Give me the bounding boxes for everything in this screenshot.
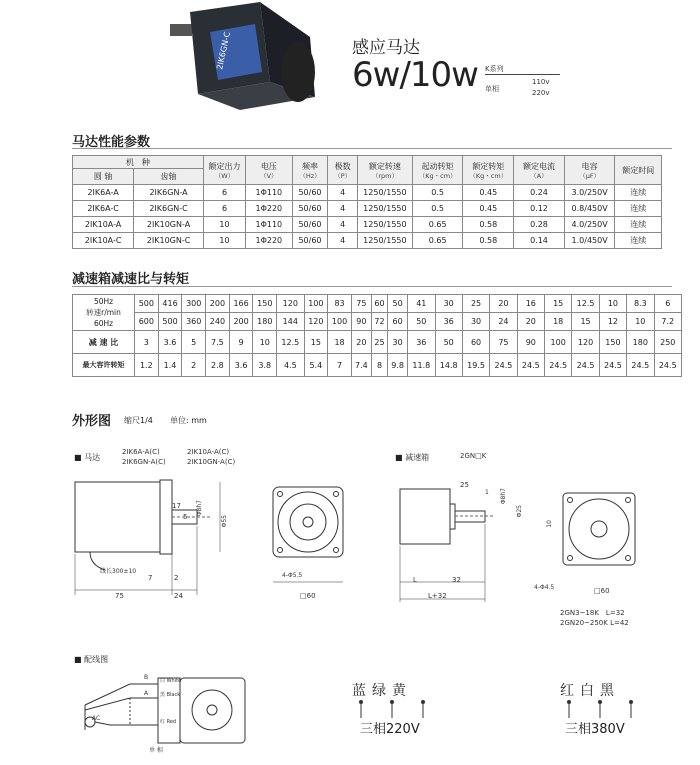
reducer-cell: 5 bbox=[182, 331, 206, 354]
three-phase-380-lines bbox=[563, 698, 653, 720]
perf-cell: 连续 bbox=[615, 185, 662, 201]
perf-cell: 0.65 bbox=[412, 233, 463, 249]
three-phase-220-colors bbox=[352, 680, 412, 700]
perf-h-freq bbox=[292, 156, 328, 185]
reducer-row-50hz bbox=[73, 295, 682, 313]
perf-h-output bbox=[203, 156, 245, 185]
wire-white-cn: 白 bbox=[160, 678, 166, 684]
reducer-cell: 300 bbox=[182, 295, 206, 313]
reducer-cell: 30 bbox=[462, 313, 489, 331]
color-blue: 蓝 bbox=[352, 683, 372, 699]
perf-table bbox=[72, 155, 662, 249]
gear-section-text: 减速箱 bbox=[405, 453, 430, 462]
reducer-cell: 200 bbox=[206, 295, 230, 313]
dim-17: 17 bbox=[172, 502, 181, 510]
reducer-cell: 240 bbox=[206, 313, 230, 331]
perf-cell: 3.0/250V bbox=[564, 185, 615, 201]
dim-10: 10 bbox=[546, 520, 553, 528]
perf-cell: 1250/1550 bbox=[357, 233, 412, 249]
dim-square60: □60 bbox=[300, 592, 316, 600]
perf-cell: 4 bbox=[328, 201, 358, 217]
reducer-speed-label_60: 60Hz bbox=[93, 319, 114, 328]
dim-25: 25 bbox=[460, 481, 469, 489]
outline-scale: 缩尺1/4 bbox=[124, 416, 153, 425]
perf-cell: 1Φ220 bbox=[246, 233, 292, 249]
gear-note-2: 2GN20~250K L=42 bbox=[560, 619, 629, 627]
wiring-title: 配线图 bbox=[84, 655, 109, 664]
perf-cell: 6 bbox=[203, 201, 245, 217]
reducer-cell: 2.8 bbox=[206, 354, 230, 377]
reducer-body bbox=[73, 295, 682, 377]
perf-cell: 0.58 bbox=[463, 217, 514, 233]
perf-cell: 连续 bbox=[615, 233, 662, 249]
reducer-cell: 500 bbox=[158, 313, 182, 331]
reducer-title-rule bbox=[72, 286, 672, 287]
reducer-cell: 8 bbox=[371, 354, 387, 377]
header-model: 6w/10w bbox=[352, 55, 478, 95]
perf-cell: 0.5 bbox=[412, 201, 463, 217]
reducer-cell: 50 bbox=[388, 295, 408, 313]
reducer-cell: 3 bbox=[135, 331, 159, 354]
perf-cell: 0.45 bbox=[463, 185, 514, 201]
reducer-cell: 5.4 bbox=[304, 354, 328, 377]
reducer-cell: 18 bbox=[545, 313, 572, 331]
wire-white-en: White bbox=[166, 678, 182, 684]
motor-model-1: 2IK6A-A(C) bbox=[122, 448, 160, 456]
reducer-row-50hz-label bbox=[73, 295, 135, 331]
reducer-cell: 30 bbox=[388, 331, 408, 354]
color-red: 红 bbox=[560, 683, 580, 699]
perf-cell: 2IK6A-C bbox=[73, 201, 134, 217]
dim-hole-gear: 4-Φ4.5 bbox=[534, 584, 555, 591]
wire-A: A bbox=[144, 690, 149, 697]
perf-h-voltage-text: 电压 bbox=[260, 161, 277, 171]
outline-unit: 单位: mm bbox=[170, 416, 207, 425]
gear-section-label: ■ 减速箱 bbox=[395, 453, 430, 462]
motor-photo-label: 2IK6GN-C bbox=[215, 30, 232, 71]
perf-cell: 0.8/450V bbox=[564, 201, 615, 217]
perf-h-current bbox=[514, 156, 565, 185]
perf-title: 马达性能参数 bbox=[72, 135, 151, 150]
perf-cell: 0.12 bbox=[514, 201, 565, 217]
dim-L: L bbox=[413, 576, 417, 584]
perf-h-rated-torque-text: 额定转矩 bbox=[472, 161, 505, 171]
perf-h-poles-unit: （P） bbox=[334, 171, 352, 180]
reducer-cell: 36 bbox=[408, 331, 435, 354]
reducer-cell: 180 bbox=[627, 331, 654, 354]
motor-side-drawing bbox=[60, 470, 260, 605]
perf-h-start-torque-unit: （Kg・cm） bbox=[418, 171, 457, 180]
perf-cell: 0.14 bbox=[514, 233, 565, 249]
reducer-cell: 24.5 bbox=[545, 354, 572, 377]
perf-h-voltage-unit: （V） bbox=[260, 171, 278, 180]
reducer-cell: 75 bbox=[351, 295, 371, 313]
reducer-cell: 4.5 bbox=[277, 354, 304, 377]
wiring-section-label: ■ 配线图 bbox=[74, 655, 109, 664]
header-phase: 单相 bbox=[485, 85, 499, 93]
perf-cell: 1Φ110 bbox=[246, 217, 292, 233]
reducer-torque-label-text: 最大容许转矩 bbox=[82, 361, 125, 369]
perf-cell: 2IK10GN-A bbox=[134, 217, 204, 233]
reducer-row-torque-label bbox=[73, 354, 135, 377]
reducer-cell: 416 bbox=[158, 295, 182, 313]
perf-h-model: 机 种 bbox=[73, 156, 204, 169]
reducer-cell: 60 bbox=[462, 331, 489, 354]
reducer-cell: 10 bbox=[599, 295, 626, 313]
gear-front-drawing bbox=[555, 488, 645, 588]
perf-cell: 2IK10GN-C bbox=[134, 233, 204, 249]
reducer-cell: 10 bbox=[627, 313, 654, 331]
reducer-cell: 180 bbox=[253, 313, 277, 331]
reducer-cell: 500 bbox=[135, 295, 159, 313]
reducer-cell: 250 bbox=[654, 331, 682, 354]
dim-L32: L+32 bbox=[428, 592, 447, 600]
reducer-cell: 20 bbox=[351, 331, 371, 354]
reducer-cell: 200 bbox=[229, 313, 253, 331]
reducer-cell: 19.5 bbox=[462, 354, 489, 377]
dim-phi55: Φ55 bbox=[221, 515, 228, 528]
reducer-cell: 600 bbox=[135, 313, 159, 331]
perf-cell: 1250/1550 bbox=[357, 201, 412, 217]
wire-black-cn: 黑 bbox=[160, 692, 166, 698]
reducer-cell: 60 bbox=[371, 295, 387, 313]
perf-cell: 6 bbox=[203, 185, 245, 201]
color-green: 绿 bbox=[372, 683, 392, 699]
reducer-cell: 15 bbox=[572, 313, 599, 331]
perf-h-speed-text: 额定转速 bbox=[368, 161, 401, 171]
wire-red-cn: 红 bbox=[160, 719, 166, 725]
wire-red bbox=[160, 718, 176, 725]
reducer-table bbox=[72, 294, 682, 377]
perf-cell: 0.5 bbox=[412, 185, 463, 201]
dim-hole: 4-Φ5.5 bbox=[282, 572, 303, 579]
reducer-cell: 150 bbox=[599, 331, 626, 354]
reducer-cell: 24.5 bbox=[572, 354, 599, 377]
reducer-cell: 144 bbox=[277, 313, 304, 331]
wire-red-en: Red bbox=[166, 719, 177, 725]
perf-cell: 0.65 bbox=[412, 217, 463, 233]
reducer-cell: 72 bbox=[371, 313, 387, 331]
reducer-cell: 7.4 bbox=[351, 354, 371, 377]
reducer-cell: 3.8 bbox=[253, 354, 277, 377]
perf-h-gear: 齿轴 bbox=[134, 169, 204, 185]
reducer-cell: 100 bbox=[304, 295, 328, 313]
perf-row bbox=[73, 185, 662, 201]
reducer-cell: 24.5 bbox=[599, 354, 626, 377]
header-title: 感应马达 bbox=[352, 38, 420, 58]
dim-1: 1 bbox=[485, 489, 489, 496]
perf-cell: 1250/1550 bbox=[357, 217, 412, 233]
perf-h-speed bbox=[357, 156, 412, 185]
dim-5: 5 bbox=[183, 513, 188, 521]
perf-cell: 50/60 bbox=[292, 233, 328, 249]
perf-header-row bbox=[73, 156, 662, 169]
perf-h-start-torque-text: 起动转矩 bbox=[421, 161, 454, 171]
perf-cell: 1250/1550 bbox=[357, 185, 412, 201]
reducer-cell: 6 bbox=[654, 295, 682, 313]
dim-7: 7 bbox=[148, 574, 153, 582]
perf-h-voltage bbox=[246, 156, 292, 185]
reducer-cell: 12.5 bbox=[572, 295, 599, 313]
reducer-row-torque bbox=[73, 354, 682, 377]
header-voltage-220: 220v bbox=[532, 89, 550, 97]
dim-phi8h7: Φ8h7 bbox=[196, 500, 203, 517]
wire-white bbox=[160, 677, 181, 684]
reducer-cell: 50 bbox=[435, 331, 462, 354]
three-phase-220-label: 三相220V bbox=[360, 722, 420, 737]
perf-cell: 4 bbox=[328, 185, 358, 201]
reducer-cell: 166 bbox=[229, 295, 253, 313]
perf-cell: 1Φ220 bbox=[246, 201, 292, 217]
perf-cell: 连续 bbox=[615, 201, 662, 217]
perf-cell: 1.0/450V bbox=[564, 233, 615, 249]
perf-h-speed-unit: （rpm） bbox=[371, 171, 398, 180]
gear-model: 2GN□K bbox=[460, 452, 487, 460]
reducer-cell: 75 bbox=[490, 331, 517, 354]
motor-section-text: 马达 bbox=[84, 453, 101, 462]
reducer-cell: 24.5 bbox=[490, 354, 517, 377]
reducer-cell: 14.8 bbox=[435, 354, 462, 377]
reducer-cell: 120 bbox=[277, 295, 304, 313]
reducer-cell: 24 bbox=[490, 313, 517, 331]
three-phase-380-colors bbox=[560, 680, 620, 700]
perf-row bbox=[73, 201, 662, 217]
reducer-cell: 24.5 bbox=[654, 354, 682, 377]
perf-h-rated-torque bbox=[463, 156, 514, 185]
reducer-cell: 3.6 bbox=[158, 331, 182, 354]
three-phase-220-lines bbox=[355, 698, 445, 720]
reducer-cell: 15 bbox=[304, 331, 328, 354]
perf-cell: 2IK10A-C bbox=[73, 233, 134, 249]
reducer-cell: 24.5 bbox=[517, 354, 544, 377]
reducer-cell: 83 bbox=[328, 295, 352, 313]
reducer-cell: 24.5 bbox=[627, 354, 654, 377]
perf-cell: 连续 bbox=[615, 217, 662, 233]
perf-row bbox=[73, 233, 662, 249]
perf-h-output-unit: （W） bbox=[214, 171, 235, 180]
perf-cell: 0.24 bbox=[514, 185, 565, 201]
reducer-ratio-label-text: 减 速 比 bbox=[88, 337, 119, 347]
reducer-cell: 30 bbox=[435, 295, 462, 313]
motor-model-3: 2IK6GN-A(C) bbox=[122, 458, 166, 466]
perf-h-poles-text: 极数 bbox=[334, 161, 351, 171]
wire-black bbox=[160, 691, 180, 698]
reducer-cell: 9 bbox=[229, 331, 253, 354]
gear-note-1: 2GN3~18K L=32 bbox=[560, 609, 625, 617]
wiring-single-phase: 单 相 bbox=[149, 747, 163, 754]
perf-cell: 1Φ110 bbox=[246, 185, 292, 201]
dim-wire: 线长300±10 bbox=[100, 568, 137, 575]
perf-cell: 50/60 bbox=[292, 185, 328, 201]
reducer-speed-label_speed: 转速r/min bbox=[86, 308, 121, 317]
dim-phi8h7-gear: Φ8h7 bbox=[500, 488, 507, 505]
reducer-cell: 25 bbox=[371, 331, 387, 354]
color-black: 黑 bbox=[600, 683, 620, 699]
perf-h-start-torque bbox=[412, 156, 463, 185]
perf-cell: 4 bbox=[328, 217, 358, 233]
reducer-cell: 25 bbox=[462, 295, 489, 313]
perf-h-output-text: 额定出力 bbox=[208, 161, 241, 171]
reducer-cell: 60 bbox=[388, 313, 408, 331]
perf-h-round: 圆 轴 bbox=[73, 169, 134, 185]
wire-AC: AC bbox=[92, 715, 101, 722]
motor-section-label: ■ 马达 bbox=[74, 453, 101, 462]
perf-h-poles bbox=[328, 156, 358, 185]
perf-h-current-unit: （A） bbox=[530, 171, 548, 180]
perf-row bbox=[73, 217, 662, 233]
reducer-cell: 1.2 bbox=[135, 354, 159, 377]
perf-cell: 0.45 bbox=[463, 201, 514, 217]
reducer-cell: 120 bbox=[572, 331, 599, 354]
reducer-cell: 20 bbox=[490, 295, 517, 313]
motor-model-2: 2IK10A-A(C) bbox=[187, 448, 230, 456]
reducer-row-ratio-label bbox=[73, 331, 135, 354]
perf-h-duty bbox=[615, 156, 662, 185]
header-voltage-110: 110v bbox=[532, 78, 550, 86]
wire-B: B bbox=[144, 674, 149, 681]
dim-24: 24 bbox=[174, 592, 183, 600]
reducer-cell: 18 bbox=[328, 331, 352, 354]
motor-model-4: 2IK10GN-A(C) bbox=[187, 458, 236, 466]
perf-cell: 10 bbox=[203, 217, 245, 233]
reducer-cell: 1.4 bbox=[158, 354, 182, 377]
perf-h-capacitor-text: 电容 bbox=[581, 161, 598, 171]
perf-cell: 0.58 bbox=[463, 233, 514, 249]
dim-2: 2 bbox=[174, 574, 179, 582]
dim-phi25: Φ25 bbox=[516, 505, 523, 518]
reducer-cell: 120 bbox=[304, 313, 328, 331]
reducer-title: 减速箱减速比与转矩 bbox=[72, 272, 190, 287]
perf-cell: 50/60 bbox=[292, 217, 328, 233]
perf-h-capacitor bbox=[564, 156, 615, 185]
motor-photo bbox=[170, 2, 320, 117]
perf-h-freq-unit: （Hz） bbox=[299, 171, 321, 180]
perf-cell: 2IK10A-A bbox=[73, 217, 134, 233]
reducer-cell: 3.6 bbox=[229, 354, 253, 377]
reducer-cell: 8.3 bbox=[627, 295, 654, 313]
reducer-cell: 50 bbox=[408, 313, 435, 331]
reducer-cell: 90 bbox=[351, 313, 371, 331]
reducer-cell: 90 bbox=[517, 331, 544, 354]
reducer-cell: 2 bbox=[182, 354, 206, 377]
reducer-cell: 9.8 bbox=[388, 354, 408, 377]
reducer-cell: 12 bbox=[599, 313, 626, 331]
perf-h-capacitor-unit: （μF） bbox=[579, 171, 601, 180]
reducer-cell: 41 bbox=[408, 295, 435, 313]
reducer-cell: 150 bbox=[253, 295, 277, 313]
reducer-cell: 15 bbox=[545, 295, 572, 313]
reducer-row-ratio bbox=[73, 331, 682, 354]
reducer-cell: 10 bbox=[253, 331, 277, 354]
three-phase-380-label: 三相380V bbox=[565, 722, 625, 737]
dim-32: 32 bbox=[452, 576, 461, 584]
perf-body bbox=[73, 185, 662, 249]
dim-75: 75 bbox=[115, 592, 124, 600]
perf-h-freq-text: 频率 bbox=[301, 161, 318, 171]
perf-cell: 2IK6A-A bbox=[73, 185, 134, 201]
reducer-cell: 12.5 bbox=[277, 331, 304, 354]
perf-h-rated-torque-unit: （Kg・cm） bbox=[469, 171, 508, 180]
perf-cell: 2IK6GN-C bbox=[134, 201, 204, 217]
perf-cell: 10 bbox=[203, 233, 245, 249]
perf-h-duty-text: 额定时间 bbox=[622, 165, 655, 175]
perf-cell: 2IK6GN-A bbox=[134, 185, 204, 201]
outline-title: 外形图 bbox=[72, 414, 112, 429]
reducer-cell: 11.8 bbox=[408, 354, 435, 377]
perf-cell: 50/60 bbox=[292, 201, 328, 217]
reducer-cell: 360 bbox=[182, 313, 206, 331]
wire-black-en: Black bbox=[166, 692, 181, 698]
reducer-row-60hz bbox=[73, 313, 682, 331]
perf-h-current-text: 额定电流 bbox=[522, 161, 555, 171]
dim-square60-gear: □60 bbox=[594, 587, 610, 595]
reducer-cell: 7.5 bbox=[206, 331, 230, 354]
reducer-cell: 16 bbox=[517, 295, 544, 313]
reducer-cell: 7 bbox=[328, 354, 352, 377]
reducer-cell: 20 bbox=[517, 313, 544, 331]
reducer-speed-label_50: 50Hz bbox=[93, 297, 114, 306]
perf-title-rule bbox=[72, 148, 672, 149]
header-series: K系列 bbox=[485, 65, 504, 73]
reducer-cell: 100 bbox=[328, 313, 352, 331]
reducer-cell: 100 bbox=[545, 331, 572, 354]
perf-cell: 4.0/250V bbox=[564, 217, 615, 233]
color-yellow: 黄 bbox=[392, 683, 412, 699]
perf-cell: 0.28 bbox=[514, 217, 565, 233]
color-white: 白 bbox=[580, 683, 600, 699]
reducer-cell: 7.2 bbox=[654, 313, 682, 331]
reducer-cell: 36 bbox=[435, 313, 462, 331]
perf-cell: 4 bbox=[328, 233, 358, 249]
header-divider bbox=[485, 74, 560, 75]
